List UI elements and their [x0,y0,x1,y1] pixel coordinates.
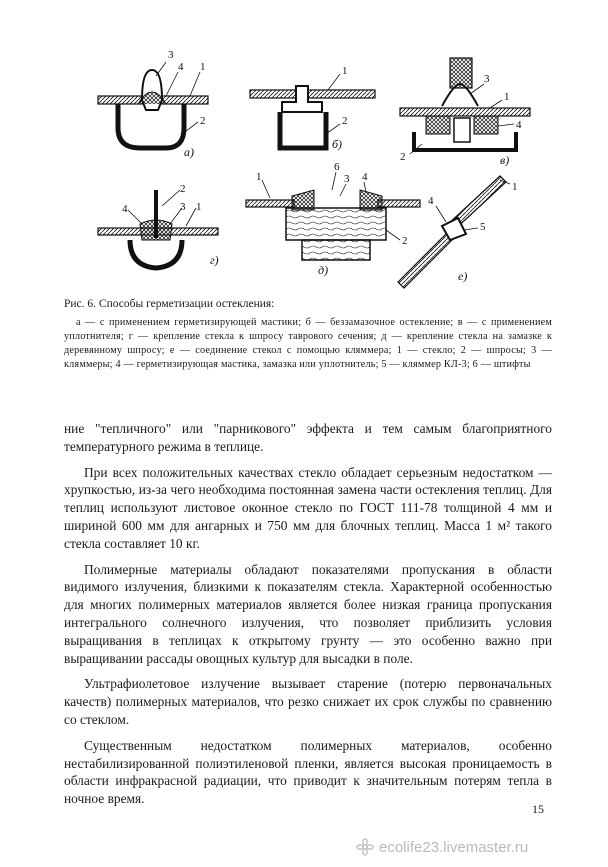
panel-f-label: е) [458,269,468,283]
part-label-f-1: 1 [512,181,518,193]
part-label-a-4: 4 [178,61,184,73]
panel-a-label: а) [184,145,194,159]
paragraph: Полимерные материалы обладают показателями пропускания в области видимого излучения, близкими к показателям стекла. Характерной особенностью для многих полимерных материалов является более низкая граница пропускания интегрального солнечного излучения, что позволяет приблизить условия выращивания в теплицах к открытому грунту — это особенно важно при выращивании рассады овощных культур для высадки в поле. [64,561,552,666]
watermark [356,836,528,858]
part-label-a-3: 3 [168,49,174,61]
panel-d-label: г) [210,253,219,267]
panel-c-label: в) [500,153,510,167]
panel-f-drawing [398,176,510,288]
panel-e-drawing [246,172,420,260]
panel-b-drawing [250,74,375,148]
body-text [64,420,552,816]
part-label-d-1: 1 [196,201,202,213]
part-label-a-2: 2 [200,115,206,127]
paragraph: ние "тепличного" или "парникового" эффекта и тем самым благоприятного температурного режима в теплице. [64,421,552,454]
figure-caption-title: Рис. 6. Способы герметизации остекления: [64,298,275,310]
paragraph: При всех положительных качествах стекло обладает серьезным недостатком — хрупкостью, из-за чего необходима постоянная замена части остекления теплиц. Для теплиц используют листовое оконное стекло по ГОСТ 111-78 толщиной 4 мм и шириной 600 мм для ангарных и 750 мм для блочных теплиц. Масса 1 м² такого стекла составляет 10 кг. [64,464,552,551]
part-label-d-2: 2 [180,183,186,195]
part-label-c-4: 4 [516,119,522,131]
watermark-text: ecolife23.livemaster.ru [379,838,529,856]
part-label-e-4: 4 [362,171,368,183]
flower-icon [356,838,374,856]
part-label-f-4: 4 [428,195,434,207]
part-label-f-5: 5 [480,221,486,233]
part-label-d-3: 3 [180,201,186,213]
panel-a-drawing [98,62,208,148]
part-label-c-1: 1 [504,91,510,103]
part-label-e-6: 6 [334,161,340,173]
part-label-b-2: 2 [342,115,348,127]
page-number: 15 [532,802,544,816]
part-label-d-4: 4 [122,203,128,215]
part-label-a-1: 1 [200,61,206,73]
paragraph: Существенным недостатком полимерных материалов, особенно нестабилизированной полиэтиленовой пленки, является высокая проницаемость в области инфракрасной радиации, что приводит к значительным потерям тепла в ночное время. [64,737,552,807]
part-label-c-2: 2 [400,151,406,163]
panel-c-drawing [400,58,530,154]
part-label-c-3: 3 [484,73,490,85]
part-label-e-3: 3 [344,173,350,185]
figure-caption-legend: а — с применением герметизирующей мастики; б — беззамазочное остекление; в — с применением уплотнителя; г — крепление стекла к шпросу таврового сечения; д — крепление стекла на замазке к деревянному шпросу; е — соединение стекол с помощью кляммера; 1 — стекло; 2 — шпросы; 3 — кляммеры; 4 — герметизирующая мастика, замазка или уплотнитель; 5 — кляммер КЛ-3; 6 — штифты [64,317,552,370]
figure-drawings [70,40,550,290]
part-label-e-2: 2 [402,235,408,247]
glazing-figure [70,40,550,290]
part-label-b-1: 1 [342,65,348,77]
paragraph: Ультрафиолетовое излучение вызывает старение (потерю первоначальных качеств) полимерных материалов, что резко снижает их срок службы по сравнению со стеклом. [64,676,552,727]
panel-e-label: д) [318,263,329,277]
panel-b-label: б) [332,137,343,151]
part-label-e-1: 1 [256,171,262,183]
